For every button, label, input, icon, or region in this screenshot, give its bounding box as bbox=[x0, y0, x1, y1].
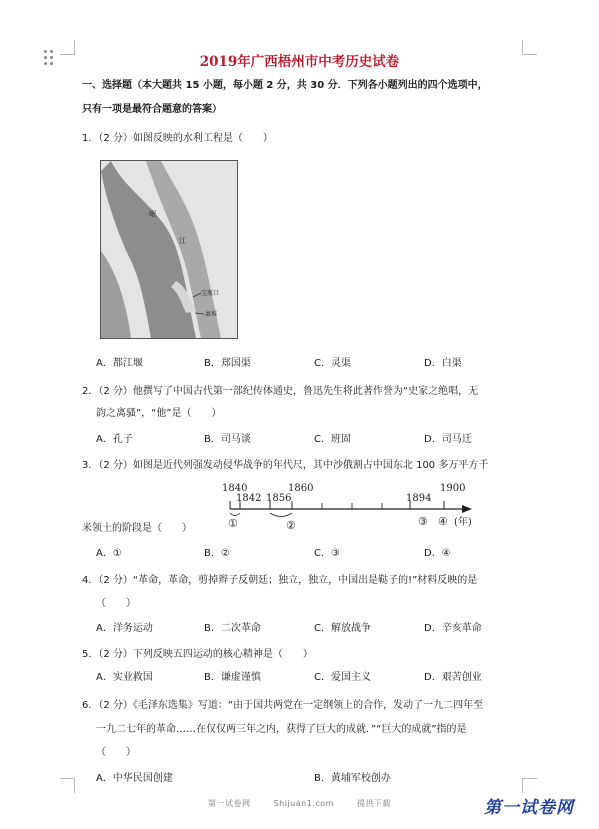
question-3-stem-cont: 米领土的阶段是（ ） bbox=[82, 523, 192, 534]
timeline-year: 1860 bbox=[288, 483, 314, 494]
site-watermark: 第一试卷网 bbox=[484, 798, 574, 818]
q2-option-d: D．司马迁 bbox=[424, 434, 472, 445]
map-label: 宝瓶口 bbox=[201, 290, 220, 297]
question-2-stem-cont: 韵之离骚”，“他”是（ ） bbox=[96, 408, 222, 419]
q3-option-c: C．③ bbox=[314, 548, 340, 559]
timeline-unit: (年) bbox=[454, 517, 472, 528]
question-4-stem-cont: （ ） bbox=[96, 598, 136, 609]
timeline-year: 1894 bbox=[406, 493, 432, 504]
margin-corner-mark bbox=[522, 778, 537, 793]
q1-option-d: D．白渠 bbox=[424, 358, 462, 369]
question-2-stem: 2．（2 分）他撰写了中国古代第一部纪传体通史，鲁迅先生将此著作誉为“史家之绝唱，无 bbox=[82, 386, 479, 397]
q5-option-a: A．实业救国 bbox=[96, 672, 153, 683]
timeline-marker: ④ bbox=[438, 515, 448, 528]
q4-option-c: C．解放战争 bbox=[314, 623, 371, 634]
question-5-stem: 5．（2 分）下列反映五四运动的核心精神是（ ） bbox=[82, 649, 313, 660]
footer-note: 提供下载 bbox=[356, 799, 391, 808]
year-timeline bbox=[222, 479, 482, 539]
timeline-year: 1900 bbox=[440, 483, 466, 494]
q6-option-a: A．中华民国创建 bbox=[96, 773, 173, 784]
timeline-marker: ③ bbox=[418, 515, 428, 528]
q3-option-b: B．② bbox=[204, 548, 230, 559]
q2-option-b: B．司马谈 bbox=[204, 434, 251, 445]
map-label: 江 bbox=[179, 237, 186, 245]
q4-option-b: B．二次革命 bbox=[204, 623, 261, 634]
map-label: 离堆 bbox=[205, 311, 218, 318]
q2-option-a: A．孔子 bbox=[96, 434, 133, 445]
q5-option-d: D．艰苦创业 bbox=[424, 672, 482, 683]
page-title: 2019年广西梧州市中考历史试卷 bbox=[199, 54, 400, 70]
question-3-stem: 3．（2 分）如图是近代列强发动侵华战争的年代尺，其中沙俄割占中国东北 100 多万平方千 bbox=[82, 460, 489, 471]
q1-option-b: B．郑国渠 bbox=[204, 358, 251, 369]
q6-option-b: B．黄埔军校创办 bbox=[314, 773, 391, 784]
question-6-stem-cont: 一九二七年的革命……在仅仅两三年之内，获得了巨大的成就．”“巨大的成就”指的是 bbox=[96, 724, 467, 735]
q1-option-a: A．都江堰 bbox=[96, 358, 143, 369]
q5-option-c: C．爱国主义 bbox=[314, 672, 371, 683]
section-heading-cont: 只有一项是最符合题意的答案） bbox=[82, 104, 222, 115]
timeline-marker: ① bbox=[228, 517, 238, 530]
map-label: 岷 bbox=[149, 210, 156, 218]
timeline-year: 1842 bbox=[236, 493, 262, 504]
footer-site-name: 第一试卷网 bbox=[208, 799, 251, 808]
section-heading: 一、选择题（本大题共 15 小题，每小题 2 分，共 30 分．下列各小题列出的四个选项中， bbox=[82, 80, 488, 91]
q1-option-c: C．灵渠 bbox=[314, 358, 351, 369]
margin-corner-mark bbox=[60, 778, 75, 793]
timeline-marker: ② bbox=[286, 519, 296, 532]
question-4-stem: 4．（2 分）“革命，革命，剪掉辫子反朝廷；独立，独立，中国出是鞑子的!”材料反映的是 bbox=[82, 575, 478, 586]
footer-site-url[interactable]: Shijuan1.com bbox=[273, 799, 334, 808]
question-1-stem: 1．（2 分）如图反映的水利工程是（ ） bbox=[82, 133, 273, 144]
q3-option-d: D．④ bbox=[424, 548, 451, 559]
q4-option-a: A．洋务运动 bbox=[96, 623, 153, 634]
river-map-drawing bbox=[101, 161, 237, 338]
timeline-year: 1840 bbox=[222, 483, 248, 494]
question-6-stem-cont: （ ） bbox=[96, 747, 136, 758]
q5-option-b: B．谦虚谨慎 bbox=[204, 672, 261, 683]
q2-option-c: C．班固 bbox=[314, 434, 351, 445]
timeline-year: 1856 bbox=[266, 493, 292, 504]
q3-option-a: A．① bbox=[96, 548, 122, 559]
dujiangyan-map bbox=[100, 160, 238, 339]
q4-option-d: D．辛亥革命 bbox=[424, 623, 482, 634]
question-6-stem: 6．（2 分）《毛泽东选集》写道：“由于国共两党在一定纲领上的合作，发动了一九二四年至 bbox=[82, 700, 484, 711]
